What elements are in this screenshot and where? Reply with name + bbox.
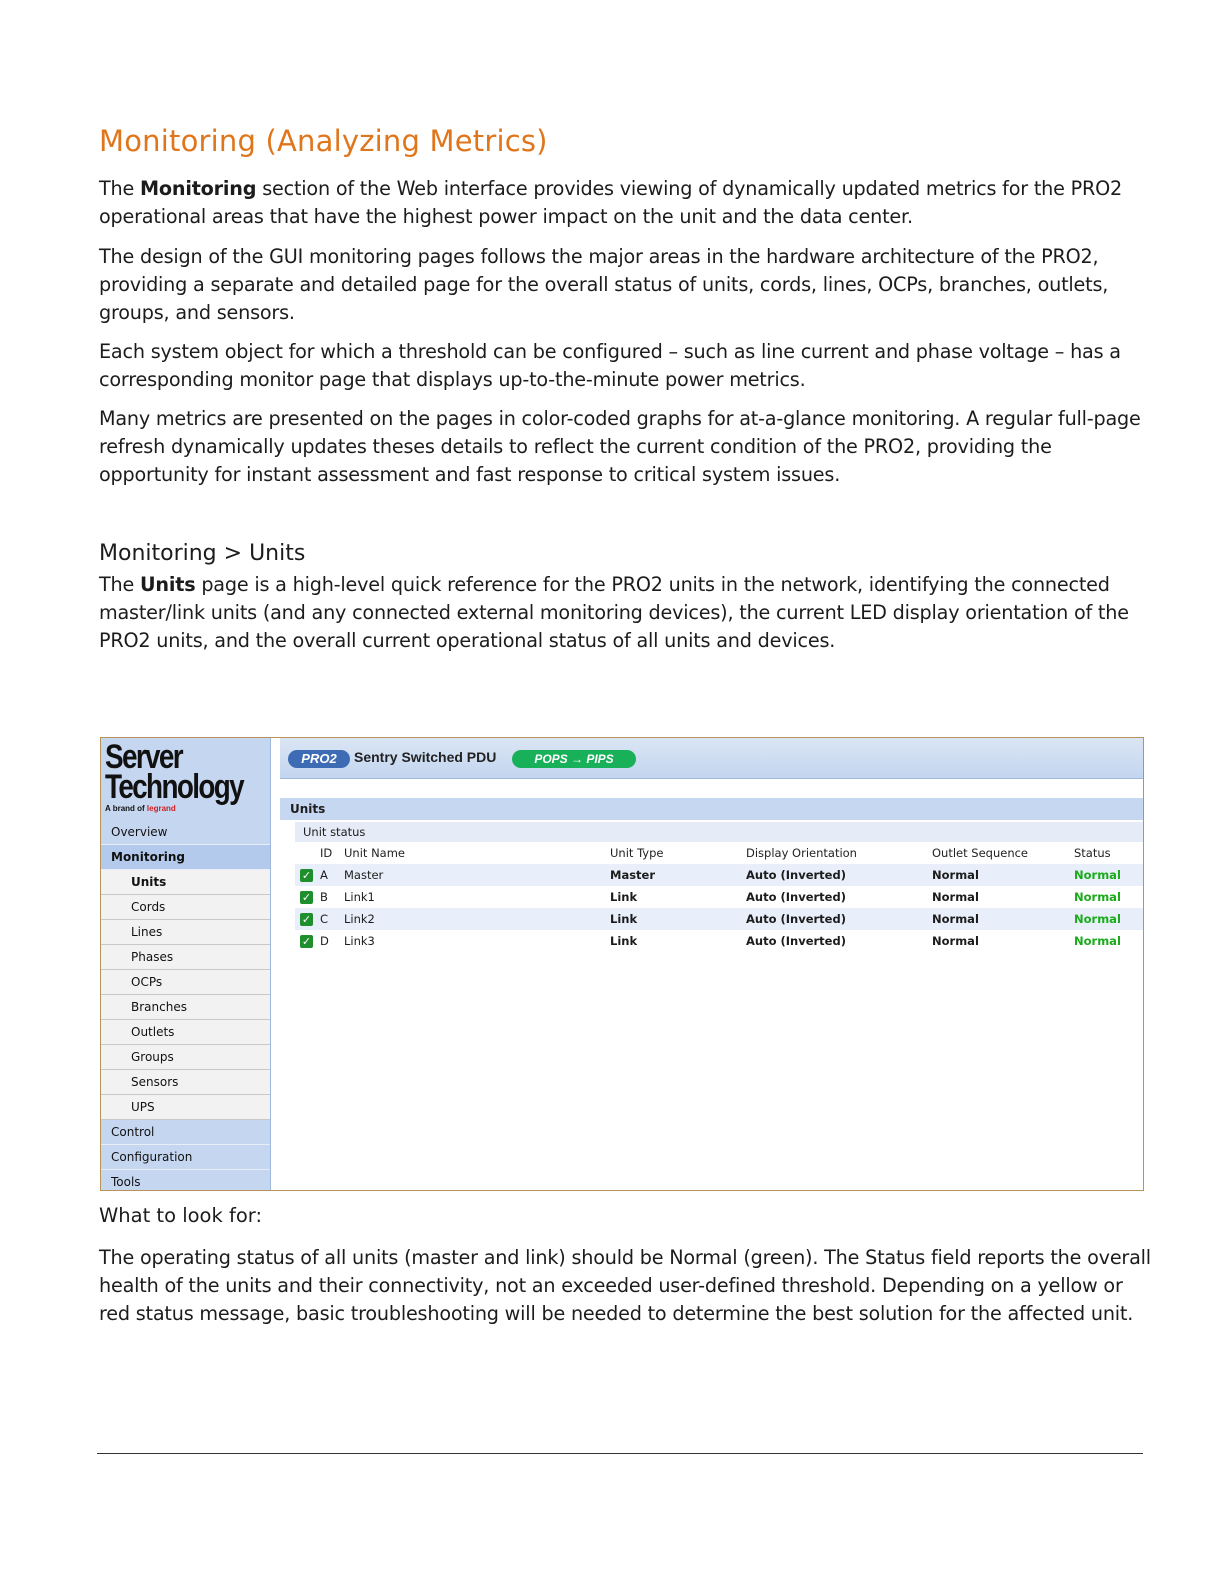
page-title: Monitoring (Analyzing Metrics) <box>99 124 548 158</box>
status-value: Normal <box>1074 934 1121 948</box>
status-check-icon: ✓ <box>301 935 312 948</box>
column-header-orientation: Display Orientation <box>746 846 857 860</box>
sidebar-item-outlets[interactable]: Outlets <box>101 1020 270 1045</box>
sidebar-item-groups[interactable]: Groups <box>101 1045 270 1070</box>
table-row[interactable]: ✓ C Link2 Link Auto (Inverted) Normal Normal <box>295 908 1143 930</box>
sidebar-item-ups[interactable]: UPS <box>101 1095 270 1120</box>
status-value: Normal <box>1073 864 1143 886</box>
intro-paragraph-4: Many metrics are presented on the pages in color-coded graphs for at-a-glance monitoring. A regular full-page refresh dynamically updates theses details to reflect the current condition of the PRO2, providing the opportunity for instant assessment and fast response to critical system issues. <box>99 407 1141 486</box>
intro-paragraph-3: Each system object for which a threshold can be configured – such as line current and phase voltage – has a corresponding monitor page that displays up-to-the-minute power metrics. <box>99 340 1121 391</box>
intro-paragraph-1: The Monitoring section of the Web interface provides viewing of dynamically updated metrics for the PRO2 operational areas that have the highest power impact on the unit and the data center. <box>99 177 1123 228</box>
status-value: Normal <box>1073 908 1143 930</box>
sidebar-item-configuration[interactable]: Configuration <box>101 1145 270 1170</box>
sidebar-item-control[interactable]: Control <box>101 1120 270 1145</box>
status-check-icon: ✓ <box>301 913 312 926</box>
look-for-title: What to look for: <box>99 1204 263 1227</box>
column-header-sequence: Outlet Sequence <box>932 846 1029 860</box>
sidebar-item-cords[interactable]: Cords <box>101 895 270 920</box>
units-paragraph: The Units page is a high-level quick reference for the PRO2 units in the network, identifying the connected master/link units (and any connected external monitoring devices), the current LED display orientation of the PRO2 units, and the overall current operational status of all units and devices. <box>99 573 1129 652</box>
pro2-badge: PRO2 <box>288 750 350 768</box>
pops-pips-badge: POPS → PIPS <box>512 750 636 768</box>
table-row[interactable]: ✓ D Link3 Link Auto (Inverted) Normal Normal <box>295 930 1143 952</box>
sidebar-item-ocps[interactable]: OCPs <box>101 970 270 995</box>
sidebar-item-tools[interactable]: Tools <box>101 1170 270 1191</box>
sidebar-item-lines[interactable]: Lines <box>101 920 270 945</box>
server-technology-logo: Server Technology A brand of legrand <box>105 738 243 813</box>
sidebar-item-units[interactable]: Units <box>101 870 270 895</box>
app-header <box>280 738 1143 779</box>
status-check-icon: ✓ <box>301 891 312 904</box>
section-header: Units <box>280 798 1143 820</box>
unit-status-table <box>295 842 1143 952</box>
table-header-row <box>295 842 1143 864</box>
units-section-title: Monitoring > Units <box>99 541 306 566</box>
table-row[interactable]: ✓ A Master Master Auto (Inverted) Normal Normal <box>295 864 1143 886</box>
column-header-status: Status <box>1074 846 1111 860</box>
column-header-id: ID <box>320 846 333 860</box>
sidebar-item-overview[interactable]: Overview <box>101 820 270 845</box>
column-header-type: Unit Type <box>610 846 664 860</box>
status-value: Normal <box>1074 890 1121 904</box>
column-header-name: Unit Name <box>344 846 405 860</box>
intro-paragraph-2: The design of the GUI monitoring pages follows the major areas in the hardware architecture of the PRO2, providing a separate and detailed page for the overall status of units, cords, lines, OCPs, branches, outlets, groups, and sensors. <box>99 245 1109 324</box>
table-row[interactable]: ✓ B Link1 Link Auto (Inverted) Normal Normal <box>295 886 1143 908</box>
sidebar-item-phases[interactable]: Phases <box>101 945 270 970</box>
status-check-icon: ✓ <box>301 869 312 882</box>
subsection-header: Unit status <box>295 822 1143 842</box>
sidebar-item-monitoring[interactable]: Monitoring <box>101 845 270 870</box>
product-title: Sentry Switched PDU <box>354 749 497 765</box>
look-for-paragraph: The operating status of all units (master and link) should be Normal (green). The Status field reports the overall health of the units and their connectivity, not an exceeded user-defined threshold. Depending on a yellow or red status message, basic troubleshooting will be needed to determine the best solution for the affected unit. <box>99 1246 1151 1325</box>
units-screenshot <box>100 737 1144 1191</box>
footer-divider <box>97 1453 1143 1454</box>
sidebar <box>101 738 271 1190</box>
sidebar-item-sensors[interactable]: Sensors <box>101 1070 270 1095</box>
sidebar-item-branches[interactable]: Branches <box>101 995 270 1020</box>
sidebar-nav <box>101 820 270 1191</box>
